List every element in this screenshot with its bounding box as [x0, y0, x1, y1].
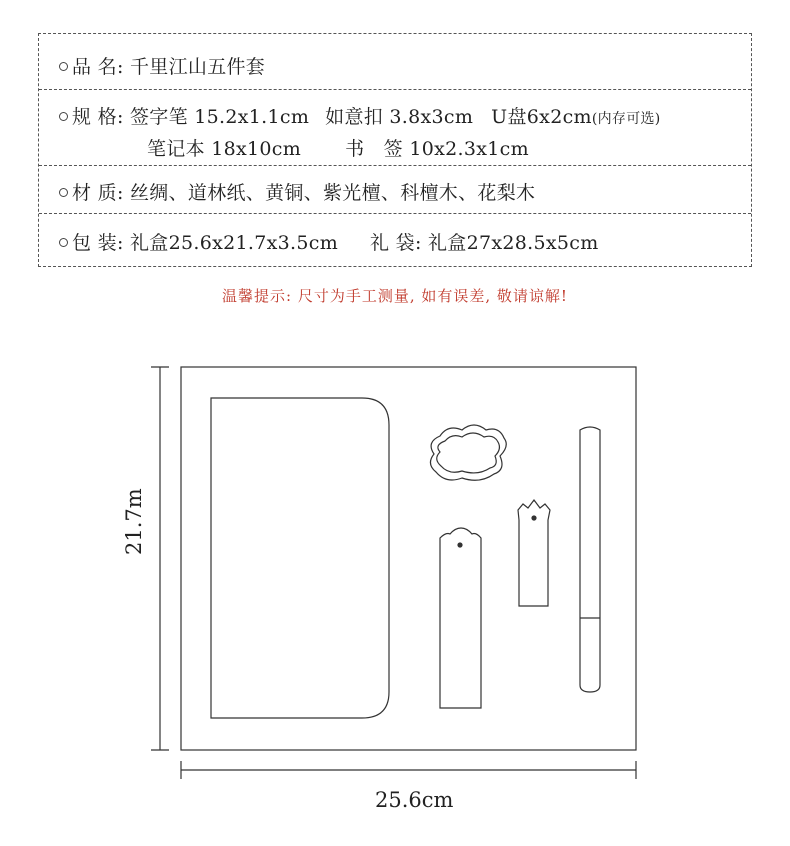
- height-dimension-label: 21.7m: [122, 488, 146, 555]
- name-label: 品 名:: [72, 56, 124, 78]
- measurement-notice: 温馨提示: 尺寸为手工测量, 如有误差, 敬请谅解!: [222, 287, 568, 305]
- pen-shape: [580, 427, 600, 692]
- gift-box-outline: [181, 367, 636, 750]
- width-dimension-label: 25.6cm: [375, 788, 454, 812]
- size-usb-note: (内存可选): [591, 111, 661, 127]
- size-usb: U盘6x2cm: [491, 106, 592, 128]
- size-ruyi: 如意扣 3.8x3cm: [325, 106, 474, 128]
- size-bookmark: 书 签 10x2.3x1cm: [345, 138, 529, 160]
- package-bag: 礼 袋: 礼盒27x28.5x5cm: [370, 232, 599, 254]
- material-label: 材 质:: [72, 182, 124, 204]
- notebook-shape: [211, 398, 389, 718]
- package-label: 包 装:: [72, 232, 124, 254]
- size-label: 规 格:: [72, 106, 124, 128]
- bookmark-shape: [440, 528, 481, 708]
- size-pen: 签字笔 15.2x1.1cm: [130, 106, 310, 128]
- material-value: 丝绸、道林纸、黄铜、紫光檀、科檀木、花梨木: [130, 182, 536, 204]
- name-value: 千里江山五件套: [130, 56, 266, 78]
- package-box: 礼盒25.6x21.7x3.5cm: [130, 232, 339, 254]
- size-notebook: 笔记本 18x10cm: [147, 138, 302, 160]
